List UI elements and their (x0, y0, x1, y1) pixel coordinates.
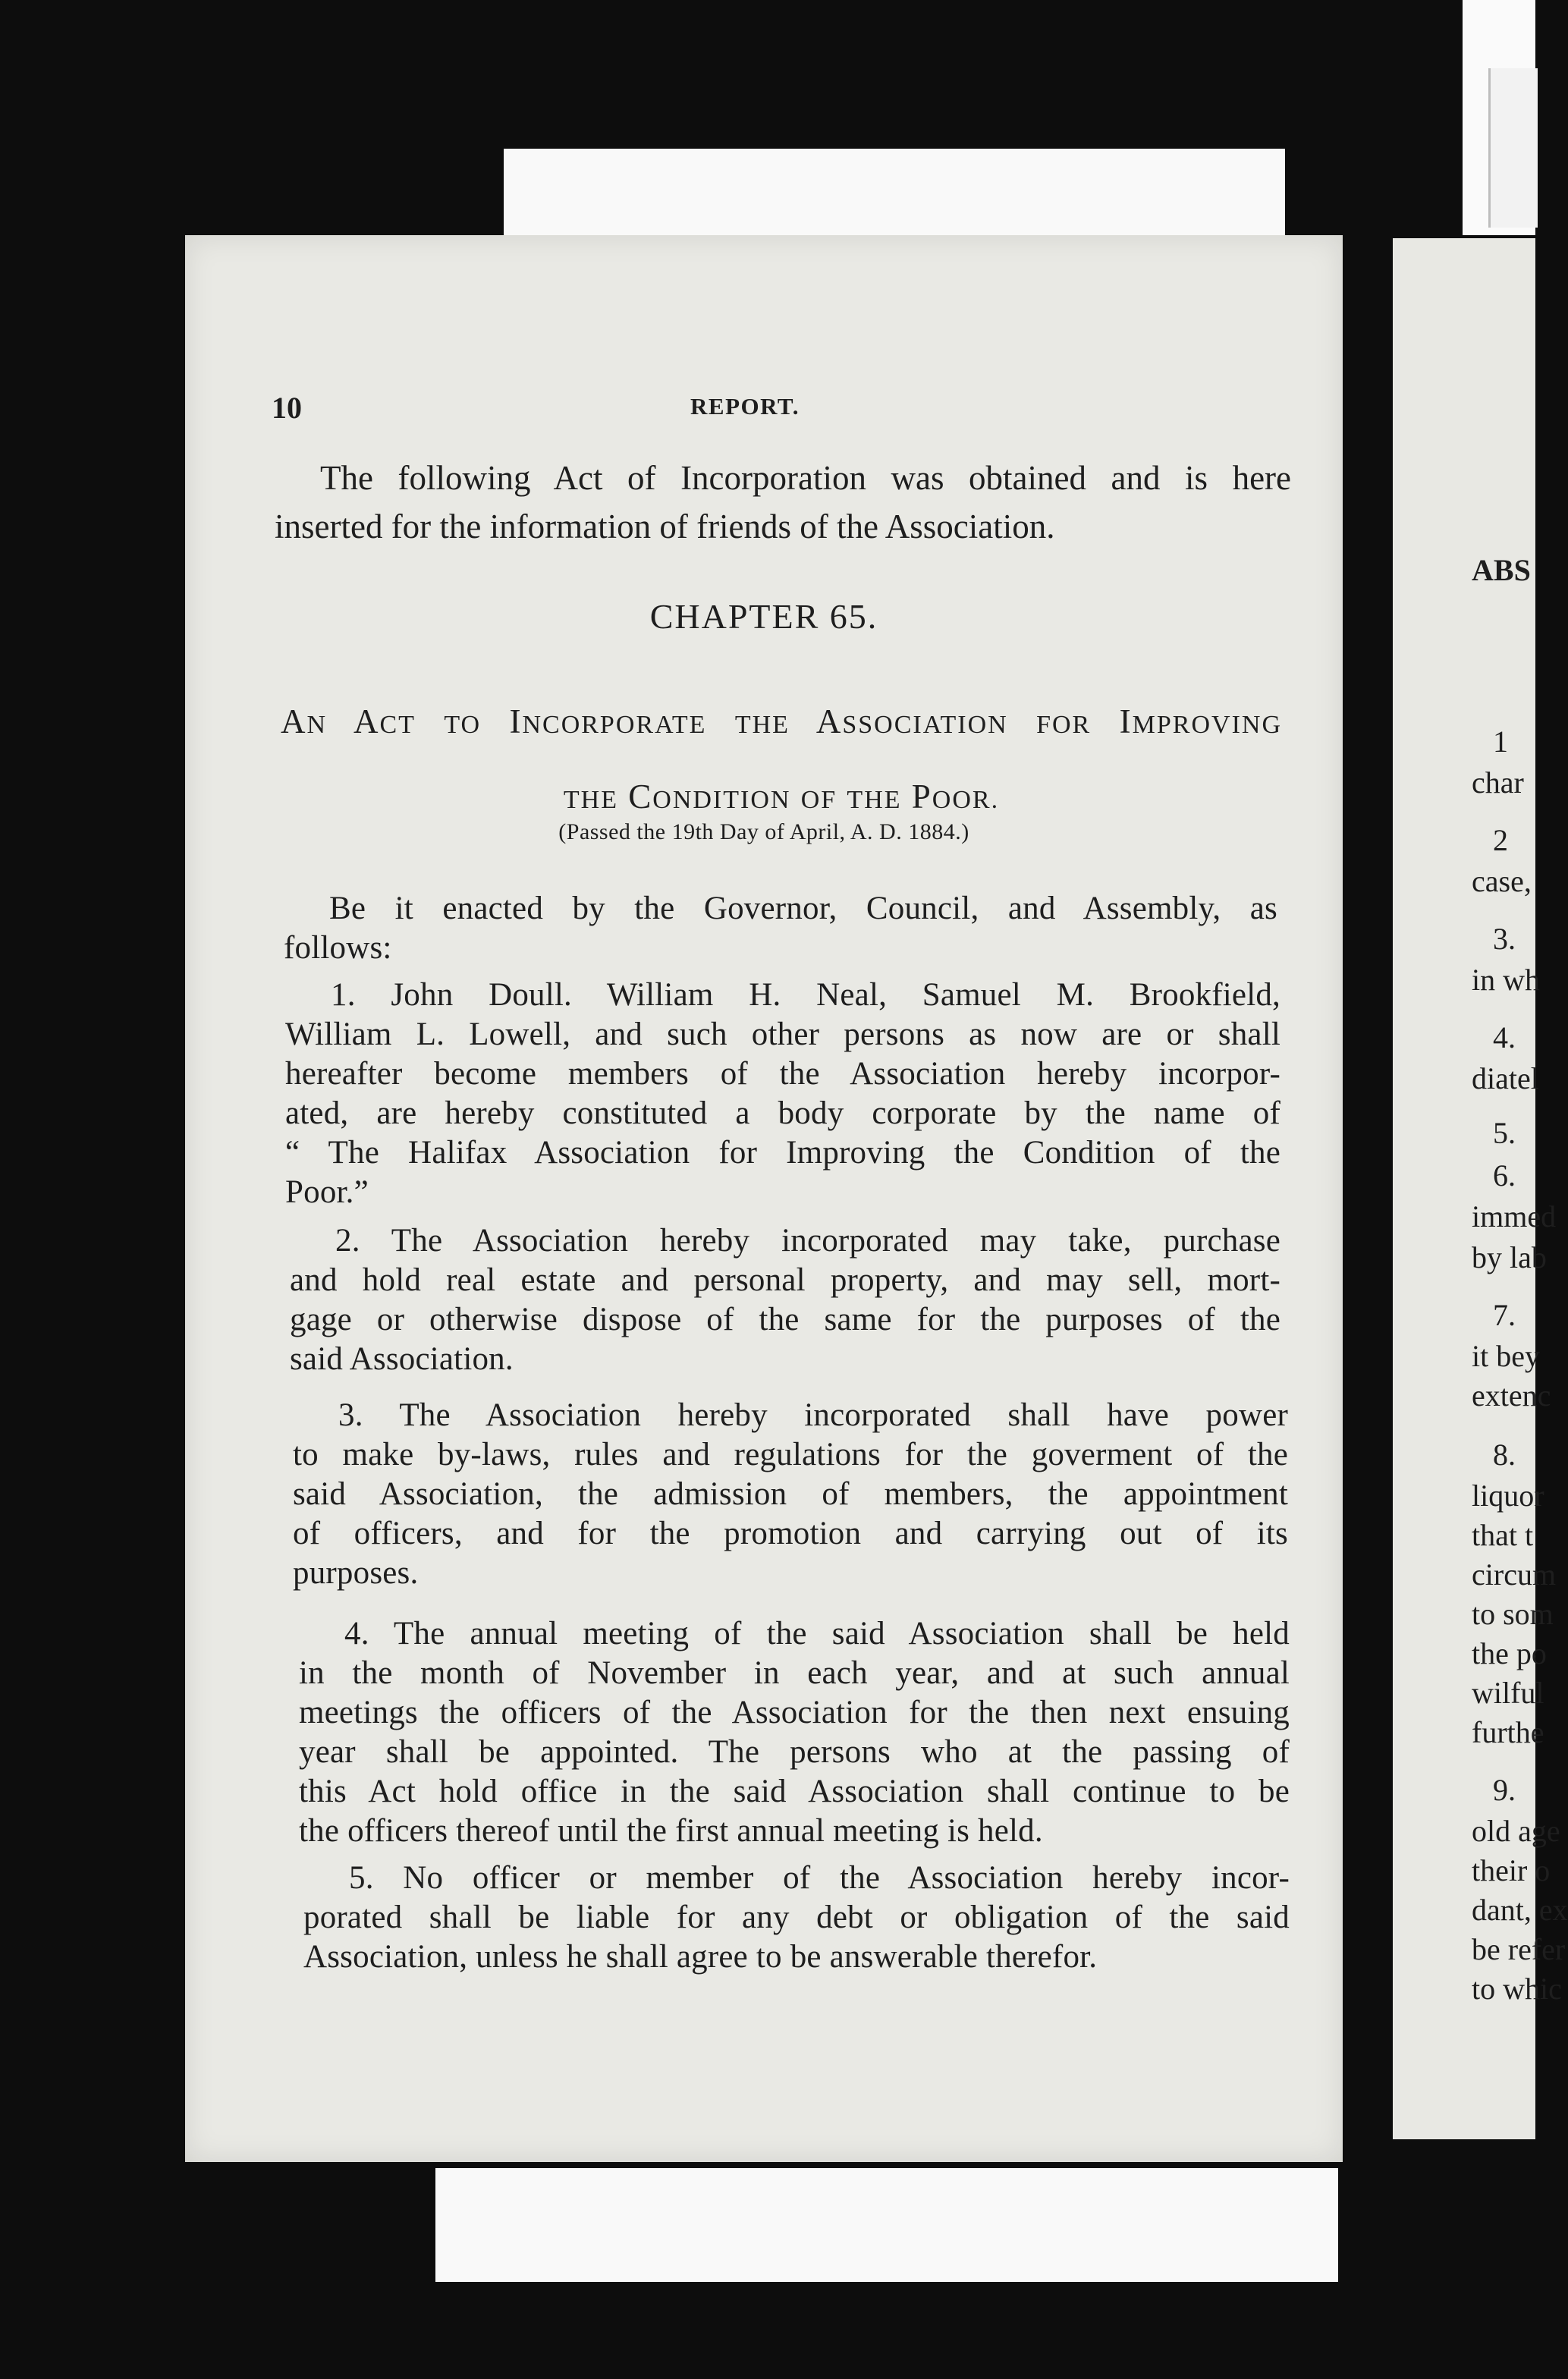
text-line: the officers thereof until the first annual meeting is held. (299, 1813, 1043, 1849)
act-title-word: CONDITION (628, 778, 791, 816)
facing-page-line: furthe (1472, 1715, 1544, 1749)
text-line: porated shall be liable for any debt or obligation of the said (303, 1900, 1290, 1935)
text-line: ated, are hereby constituted a body corporate by the name of (285, 1095, 1280, 1131)
section-4 (299, 1614, 1290, 1851)
text-line: “ The Halifax Association for Improving the Condition of the (285, 1135, 1280, 1171)
facing-page-line: 3. (1493, 922, 1516, 956)
act-title-word: AN (281, 702, 328, 740)
text-line: said Association. (290, 1341, 514, 1377)
text-line: 2. The Association hereby incorporated may take, purchase (335, 1223, 1280, 1259)
facing-page-line: by lab (1472, 1240, 1547, 1274)
facing-page-line: that t (1472, 1518, 1534, 1552)
act-title-word: THE (734, 711, 790, 739)
text-line: 5. No officer or member of the Association hereby incor- (349, 1860, 1290, 1896)
facing-page-line: 1 (1493, 724, 1508, 759)
act-title-line (281, 686, 1282, 761)
facing-page-line: their o (1472, 1853, 1551, 1887)
chapter-title: CHAPTER 65. (649, 597, 878, 636)
facing-page-line: circum (1472, 1557, 1557, 1592)
facing-page-line: in wh (1472, 963, 1540, 997)
running-head: REPORT. (690, 393, 800, 420)
text-line: hereafter become members of the Association hereby incorpor- (285, 1056, 1280, 1092)
text-line: of officers, and for the promotion and carrying out of its (293, 1516, 1288, 1551)
text-line: Poor.” (285, 1174, 369, 1210)
act-title (281, 686, 1282, 836)
facing-page-line: to whic (1472, 1972, 1562, 2006)
text-line: The following Act of Incorporation was obtained and is here (320, 459, 1291, 497)
text-line: William L. Lowell, and such other persons as now are or shall (285, 1017, 1280, 1052)
facing-page-line: 4. (1493, 1020, 1516, 1054)
text-line: inserted for the information of friends of the Association. (275, 508, 1055, 545)
bottom-paper-slip (435, 2168, 1338, 2282)
facing-page-line: wilful (1472, 1676, 1544, 1710)
text-line: this Act hold office in the said Association shall continue to be (299, 1774, 1290, 1809)
text-line: purposes. (293, 1555, 419, 1591)
text-line: follows: (284, 930, 392, 966)
facing-page-line: char (1472, 765, 1524, 800)
text-line: 1. John Doull. William H. Neal, Samuel M. Brookfield, (331, 977, 1280, 1013)
act-title-word: THE (847, 786, 902, 814)
facing-page-line: 2 (1493, 823, 1508, 857)
text-line: in the month of November in each year, and at such annual (299, 1655, 1290, 1691)
act-title-word: ASSOCIATION (815, 702, 1008, 740)
facing-page-line: immed (1472, 1199, 1557, 1233)
act-title-word: OF (800, 786, 837, 814)
facing-page-line: old age (1472, 1814, 1560, 1848)
text-line: said Association, the admission of members, the appointment (293, 1476, 1288, 1512)
act-title-word: THE (563, 786, 618, 814)
section-2 (290, 1221, 1280, 1379)
section-5 (303, 1859, 1290, 1977)
facing-page-heading: ABS (1472, 553, 1531, 587)
facing-page-line: be refer (1472, 1932, 1566, 1966)
facing-page-line: 6. (1493, 1158, 1516, 1193)
facing-page-line: 9. (1493, 1773, 1516, 1807)
text-line: gage or otherwise dispose of the same for the purposes of the (290, 1302, 1280, 1337)
section-3 (293, 1396, 1288, 1593)
facing-page-line: extenc (1472, 1378, 1551, 1413)
enacting-clause (284, 889, 1277, 968)
act-title-word: TO (444, 711, 482, 739)
text-line: meetings the officers of the Association for the then next ensuing (299, 1695, 1290, 1730)
text-line: to make by-laws, rules and regulations for the goverment of the (293, 1437, 1288, 1472)
act-title-word: POOR. (911, 778, 1000, 816)
act-title-word: FOR (1036, 711, 1092, 739)
section-1 (285, 976, 1280, 1212)
facing-page-line: liquor (1472, 1479, 1544, 1513)
facing-page-line: 8. (1493, 1438, 1516, 1472)
text-line: 4. The annual meeting of the said Association shall be held (344, 1616, 1290, 1651)
text-line: Association, unless he shall agree to be answerable therefor. (303, 1939, 1098, 1975)
facing-page-line: 5. (1493, 1116, 1516, 1150)
facing-page-line: the po (1472, 1636, 1547, 1670)
act-title-word: IMPROVING (1119, 702, 1282, 740)
text-line: 3. The Association hereby incorporated shall have power (338, 1397, 1288, 1433)
facing-page-line: case, (1472, 864, 1532, 898)
facing-page-line: to som (1472, 1597, 1554, 1631)
facing-page-line: diatel (1472, 1061, 1539, 1095)
facing-page-fragment (1393, 238, 1568, 2139)
act-title-word: ACT (353, 702, 416, 740)
facing-page-line: it bey (1472, 1339, 1540, 1373)
text-line: year shall be appointed. The persons who at the passing of (299, 1734, 1290, 1770)
document-page (185, 235, 1343, 2162)
text-line: and hold real estate and personal property, and may sell, mort- (290, 1262, 1280, 1298)
facing-page-line: 7. (1493, 1298, 1516, 1332)
background-paper-edge (1488, 68, 1538, 228)
act-title-word: INCORPORATE (509, 702, 707, 740)
text-line: Be it enacted by the Governor, Council, and Assembly, as (329, 891, 1277, 926)
facing-page-line: dant, ex (1472, 1893, 1568, 1927)
page-number: 10 (272, 391, 302, 425)
passed-note: (Passed the 19th Day of April, A. D. 1884.) (558, 819, 969, 844)
intro-paragraph (275, 454, 1291, 551)
